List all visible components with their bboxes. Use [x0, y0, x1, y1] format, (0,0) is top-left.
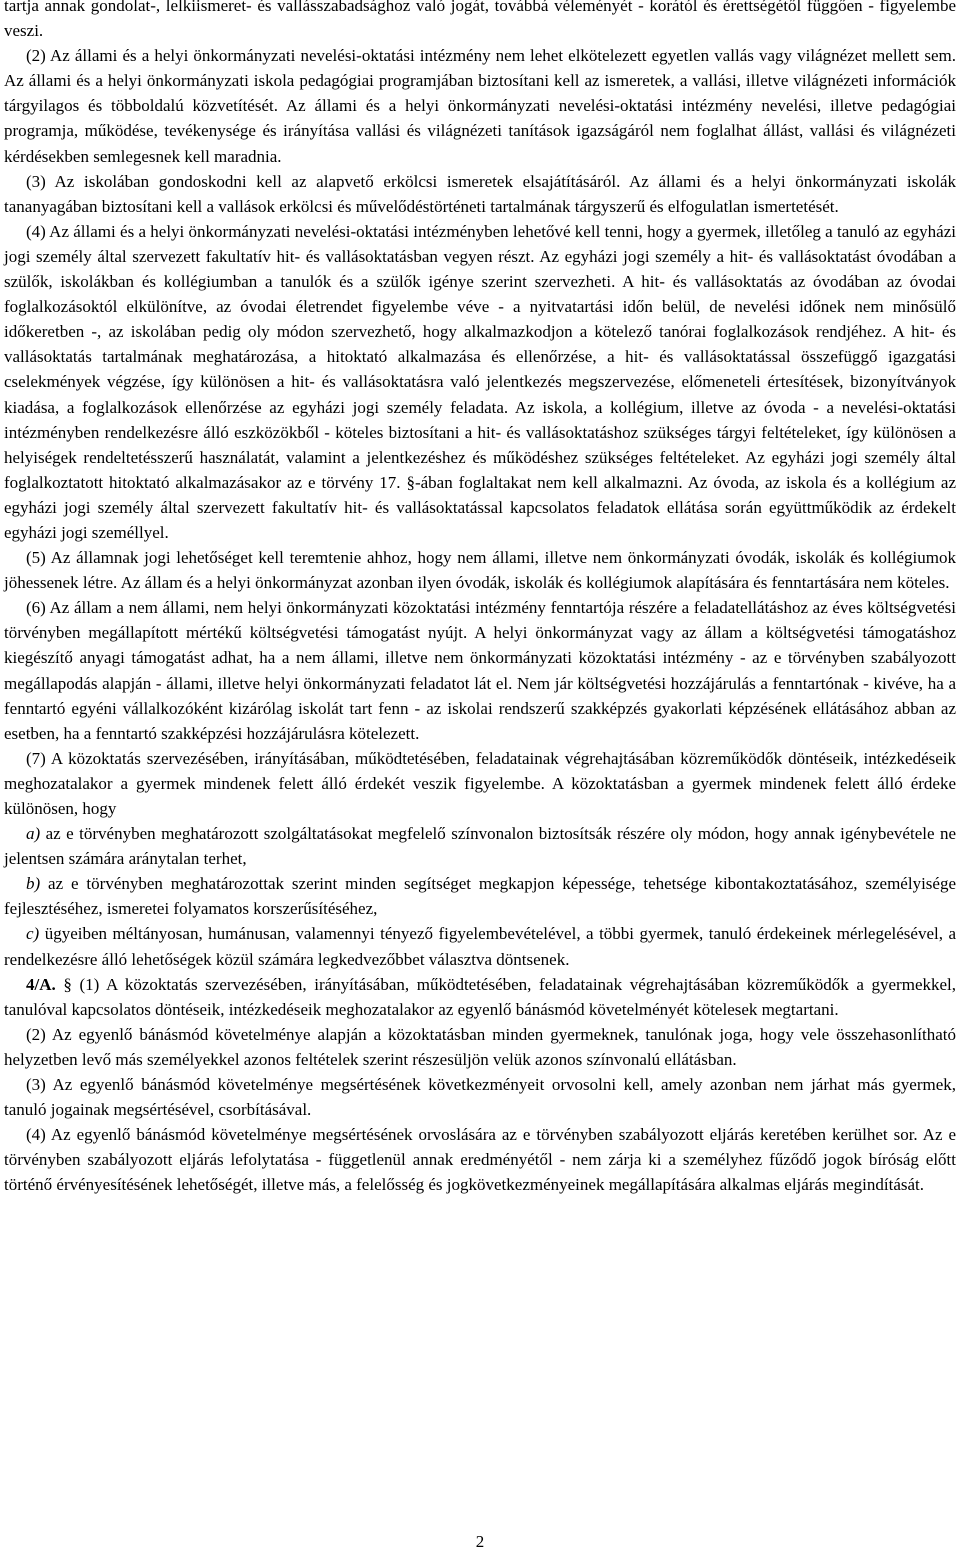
list-text-c: ügyeiben méltányosan, humánusan, valamennyi tényező figyelembevételével, a többi gyermek, tanuló érdekeinek mérlegelésével, a rendelkezésre álló lehetőségek közül számára legkedvezőbbet választva döntsenek.	[4, 924, 956, 969]
page-number: 2	[475, 1532, 485, 1551]
list-item-a	[4, 821, 956, 871]
section-heading: 4/A.	[26, 974, 56, 994]
document-page	[4, 0, 956, 1198]
section-4a-paragraph-1	[4, 972, 956, 1022]
list-label-b: b)	[26, 874, 41, 894]
paragraph-continuation: tartja annak gondolat-, lelkiismeret- és vallásszabadsághoz való jogát, továbbá véleményét - korától és érettségétől függően - figyelembe veszi.	[4, 0, 956, 41]
paragraph-2: (2) Az állami és a helyi önkormányzati nevelési-oktatási intézmény nem lehet elkötelezett egyetlen vallás vagy világnézet mellett sem. Az állami és a helyi önkormányzati iskola pedagógiai programjában biztosítani kell az ismeretek, a vallási, illetve világnézeti információk tárgyilagos és többoldalú közvetítését. Az állami és a helyi önkormányzati nevelési-oktatási intézmény nevelési, illetve pedagógiai programja, működése, tevékenysége és irányítása vallási és világnézeti tanítások igazságáról nem foglalhat állást, vallási és világnézeti kérdésekben semlegesnek kell maradnia.	[4, 46, 956, 166]
list-label-a: a)	[26, 824, 41, 844]
list-item-b	[4, 871, 956, 921]
section-4a-text-1: § (1) A közoktatás szervezésében, irányításában, működtetésében, feladatainak végrehajtásában közreműködők a gyermekkel, tanulóval kapcsolatos döntéseik, intézkedéseik meghozatalakor az egyenlő bánásmód követelményét kötelesek megtartani.	[4, 974, 957, 1019]
section-4a-paragraph-3: (3) Az egyenlő bánásmód követelménye megsértésének következményeit orvosolni kell, amely azonban nem járhat más gyermek, tanuló jogainak megsértésével, csorbításával.	[4, 1075, 956, 1120]
section-4a-paragraph-2: (2) Az egyenlő bánásmód követelménye alapján a közoktatásban minden gyermeknek, tanulónak joga, hogy vele összehasonlítható helyzetben levő más személyekkel azonos feltételek szerint részesüljön velük azonos színvonalú ellátásban.	[4, 1024, 956, 1069]
list-text-a: az e törvényben meghatározott szolgáltatásokat megfelelő színvonalon biztosítsák részére oly módon, hogy annak igénybevétele ne jelentsen számára aránytalan terhet,	[4, 824, 956, 869]
section-4a-paragraph-4: (4) Az egyenlő bánásmód követelménye megsértésének orvoslására az e törvényben szabályozott eljárás keretében kerülhet sor. Az e törvényben szabályozott eljárás lefolytatása - függetlenül annak eredményétől - nem zárja ki a személyhez fűződő jogok bíróság előtt történő érvényesítésének lehetőségét, illetve más, a felelősség és jogkövetkezményeinek megállapítására alkalmas eljárás megindítását.	[4, 1125, 956, 1195]
paragraph-4: (4) Az állami és a helyi önkormányzati nevelési-oktatási intézményben lehetővé kell tenni, hogy a gyermek, illetőleg a tanuló az egyházi jogi személy által szervezett fakultatív hit- és vallásoktatásban vegyen részt. Az egyházi jogi személy a hit- és vallásoktatást óvodában a szülők, iskolákban és kollégiumban a tanulók és a szülők igénye szerint szervezheti. A hit- és vallásoktatás az óvodában az óvodai foglalkozásoktól elkülönítve, az óvodai életrendet figyelembe véve - a nyitvatartási időn belül, de nevelési időnek nem minősülő időkeretben -, az iskolában pedig oly módon szervezhető, hogy alkalmazkodjon a kötelező tanórai foglalkozások rendjéhez. A hit- és vallásoktatás tartalmának meghatározása, a hitoktató alkalmazása és ellenőrzése, a hit- és vallásoktatással összefüggő igazgatási cselekmények végzése, így különösen a hit- és vallásoktatásra való jelentkezés megszervezése, előmeneteli értesítések, bizonyítványok kiadása, a foglalkozások ellenőrzése az egyházi jogi személy feladata. Az iskola, a kollégium, illetve az óvoda - a nevelési-oktatási intézményben rendelkezésre álló eszközökből - köteles biztosítani a hit- és vallásoktatáshoz szükséges tárgyi feltételeket, így különösen a helyiségek rendeltetésszerű használatát, valamint a jelentkezéshez és működéshez szükséges feltételeket. Az egyházi jogi személy által foglalkoztatott hitoktató alkalmazásakor az e törvény 17. §-ában foglaltakat nem kell alkalmazni. Az óvoda, az iskola és a kollégium az egyházi jogi személy által szervezett fakultatív hit- és vallásoktatással kapcsolatos feladatok ellátása során együttműködik az érdekelt egyházi jogi személlyel.	[4, 221, 956, 542]
paragraph-7: (7) A közoktatás szervezésében, irányításában, működtetésében, feladatainak végrehajtásában közreműködők döntéseik, intézkedéseik meghozatalakor a gyermek mindenek felett álló érdekét veszik figyelembe. A közoktatásban a gyermek mindenek felett álló érdeke különösen, hogy	[4, 748, 956, 818]
list-label-c: c)	[26, 924, 40, 944]
paragraph-5: (5) Az államnak jogi lehetőséget kell teremtenie ahhoz, hogy nem állami, illetve nem önkormányzati óvodák, iskolák és kollégiumok jöhessenek létre. Az állam és a helyi önkormányzat azonban ilyen óvodák, iskolák és kollégiumok alapítására és fenntartására nem köteles.	[4, 548, 956, 593]
list-text-b: az e törvényben meghatározottak szerint minden segítséget megkapjon képessége, tehetsége kibontakoztatásához, személyisége fejlesztéséhez, ismeretei folyamatos korszerűsítéséhez,	[4, 874, 956, 919]
paragraph-3: (3) Az iskolában gondoskodni kell az alapvető erkölcsi ismeretek elsajátításáról. Az állami és a helyi önkormányzati iskolák tananyagában biztosítani kell a vallások erkölcsi és művelődéstörténeti tartalmának tárgyszerű és elfogulatlan ismertetését.	[4, 171, 956, 216]
list-item-c	[4, 921, 956, 971]
paragraph-6: (6) Az állam a nem állami, nem helyi önkormányzati közoktatási intézmény fenntartója részére a feladatellátáshoz az éves költségvetési törvényben megállapított mértékű költségvetési támogatást nyújt. A helyi önkormányzat vagy az állam a költségvetési támogatáshoz kiegészítő anyagi támogatást adhat, ha a nem állami, illetve nem önkormányzati közoktatási intézmény - az e törvényben szabályozott megállapodás alapján - állami, illetve helyi önkormányzati feladatot lát el. Nem jár költségvetési hozzájárulás a fenntartónak - kivéve, ha a fenntartó egyéni vállalkozóként kizárólag iskolát tart fenn - az iskolai rendszerű szakképzés gyakorlati képzésének ellátásához abban az esetben, ha a fenntartó szakképzési hozzájárulásra kötelezett.	[4, 598, 956, 743]
